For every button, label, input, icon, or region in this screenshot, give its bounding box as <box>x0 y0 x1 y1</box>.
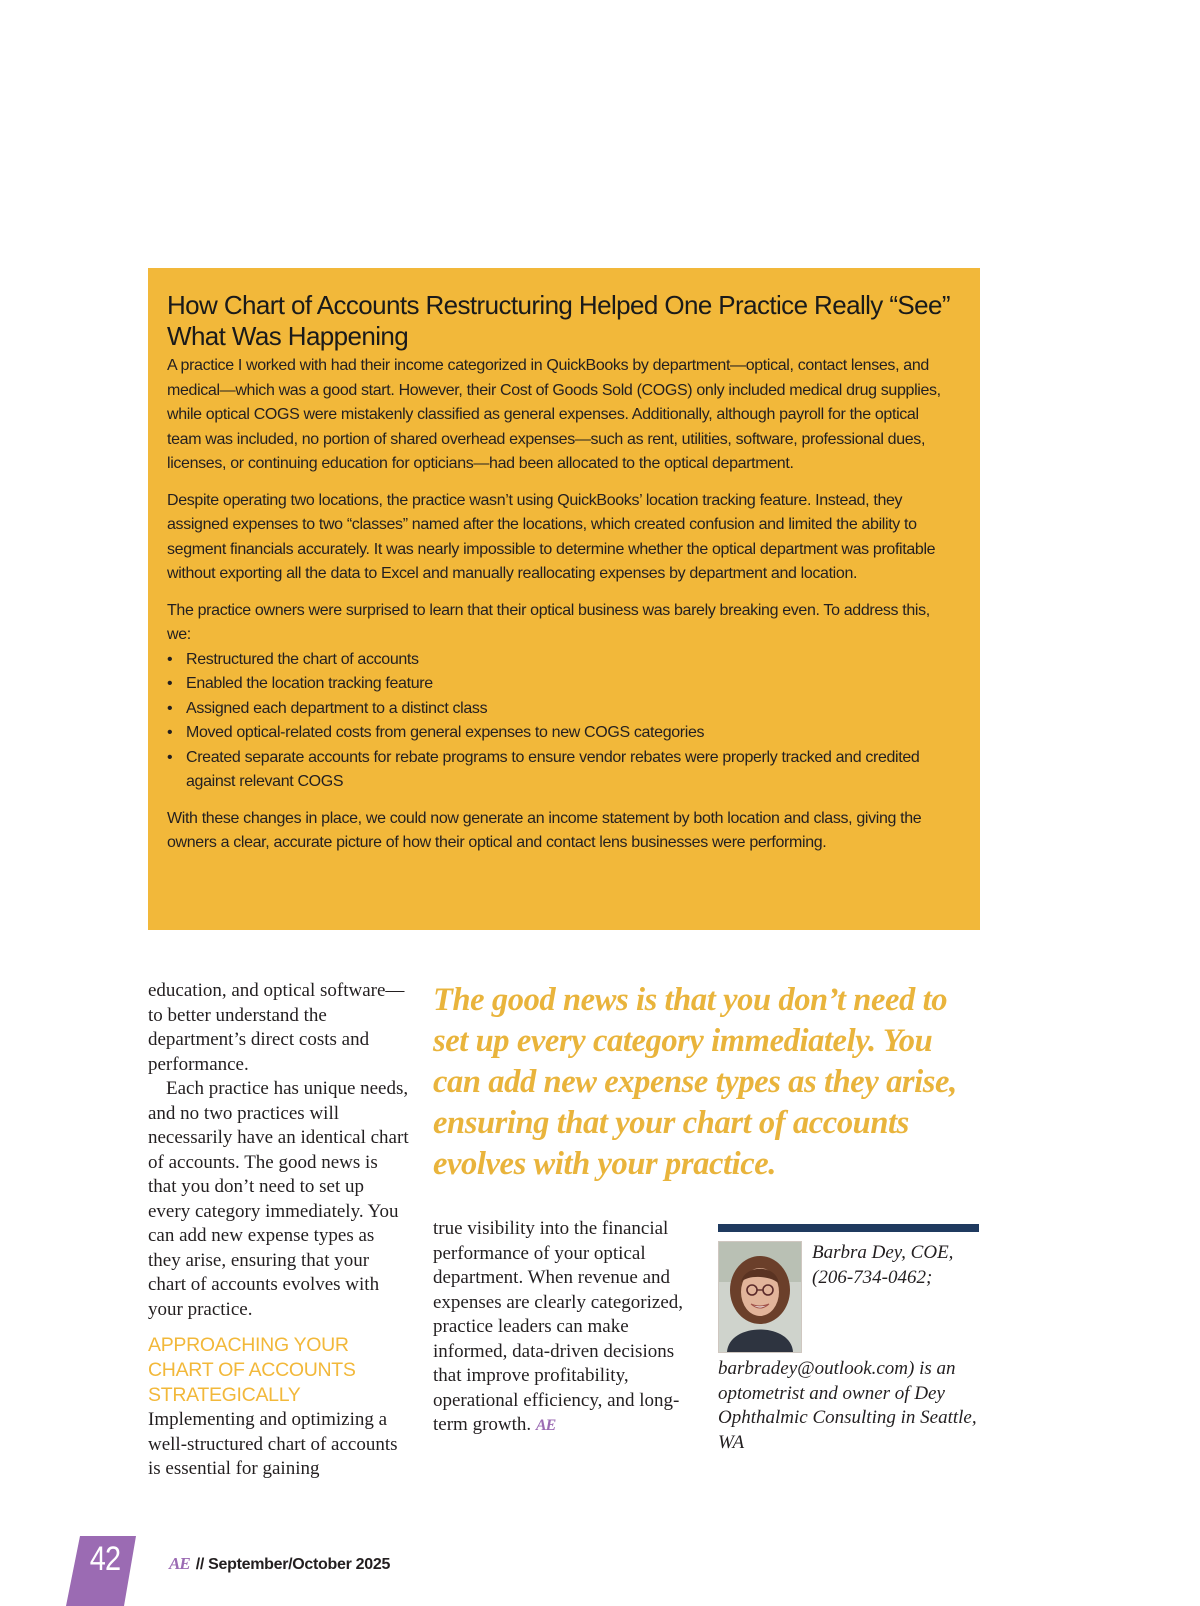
author-bio-text: Barbra Dey, COE, (206-734-0462; barbradey@outlook.com) is an optometrist and owner of Dey Ophthalmic Consulting in Seattle, WA <box>718 1242 977 1453</box>
body-paragraph: Each practice has unique needs, and no two practices will necessarily have an identical chart of accounts. The good news is that you don’t need to set up every category immediately. You can add new expense types as they arise, ensuring that your chart of accounts evolves with your practice. <box>148 1078 409 1320</box>
left-column <box>148 979 410 1482</box>
section-subhead: APPROACHING YOUR CHART OF ACCOUNTS STRATEGICALLY <box>148 1334 356 1406</box>
page-footer <box>169 1554 390 1575</box>
sidebar-paragraph: The practice owners were surprised to learn that their optical business was barely breaking even. To address this, we: <box>167 601 930 643</box>
sidebar-closing-paragraph: With these changes in place, we could now generate an income statement by both location and class, giving the owners a clear, accurate picture of how their optical and contact lens businesses were performing. <box>167 809 922 851</box>
sidebar-paragraph: Despite operating two locations, the practice wasn’t using QuickBooks’ location tracking feature. Instead, they assigned expenses to two “classes” named after the locations, which created confusion and limited the ability to segment financials accurately. It was nearly impossible to determine whether the optical department was profitable without exporting all the data to Excel and manually reallocating expenses by department and location. <box>167 491 936 582</box>
bullet-item: • Enabled the location tracking feature <box>167 672 956 697</box>
bullet-item: • Assigned each department to a distinct class <box>167 697 956 722</box>
body-paragraph: Implementing and optimizing a well-structured chart of accounts is essential for gaining <box>148 1409 398 1479</box>
bullet-item: • Created separate accounts for rebate programs to ensure vendor rebates were properly tracked and credited against relevant COGS <box>167 746 956 795</box>
bio-divider <box>718 1224 979 1232</box>
body-paragraph: education, and optical software—to better understand the department’s direct costs and performance. <box>148 980 405 1075</box>
sidebar-box <box>148 268 980 930</box>
body-text: true visibility into the financial performance of your optical department. When revenue and expenses are clearly categorized, practice leaders can make informed, data-driven decisions that improve profitability, operational efficiency, and long-term growth. <box>433 1218 684 1435</box>
pull-quote: The good news is that you don’t need to set up every category immediately. You can add new expense types as they arise, ensuring that your chart of accounts evolves with your practice. <box>433 982 957 1182</box>
page-number: 42 <box>89 1540 121 1578</box>
middle-column <box>433 1217 693 1439</box>
bullet-item: • Restructured the chart of accounts <box>167 648 956 673</box>
body-paragraph <box>433 1217 693 1439</box>
magazine-logo: AE <box>169 1554 190 1573</box>
author-bio-block <box>718 1241 984 1455</box>
sidebar-paragraph: A practice I worked with had their income categorized in QuickBooks by department—optical, contact lenses, and medical—which was a good start. However, their Cost of Goods Sold (COGS) only included medical drug supplies, while optical COGS were mistakenly classified as general expenses. Additionally, although payroll for the optical team was included, no portion of shared overhead expenses—such as rent, utilities, software, professional dues, licenses, or continuing education for opticians—had been allocated to the optical department. <box>167 357 941 472</box>
sidebar-title: How Chart of Accounts Restructuring Helped One Practice Really “See” What Was Happening <box>167 290 950 351</box>
author-photo <box>718 1241 802 1353</box>
end-mark: AE <box>535 1417 556 1434</box>
bullet-item: • Moved optical-related costs from general expenses to new COGS categories <box>167 721 956 746</box>
sidebar-bullet-list <box>167 648 956 795</box>
issue-date: // September/October 2025 <box>195 1556 391 1573</box>
